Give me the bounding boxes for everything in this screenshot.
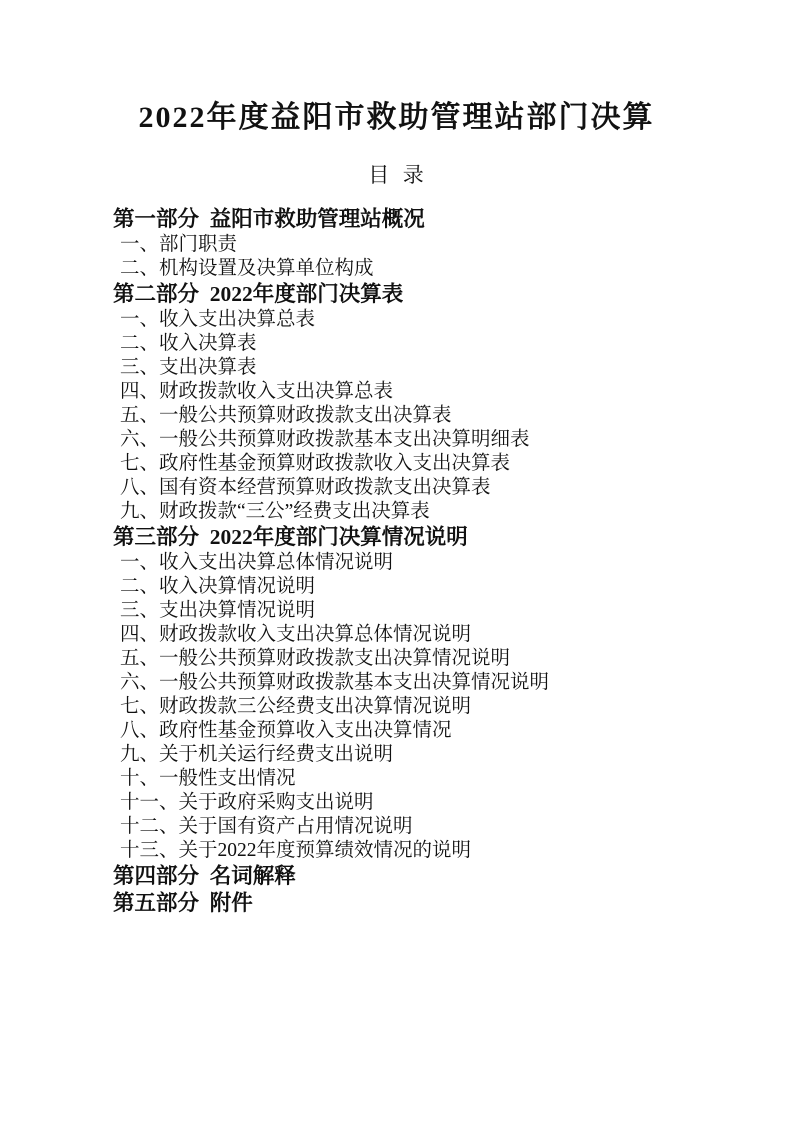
- toc-section-part3: [113, 524, 733, 863]
- toc-item: 一、收入支出决算总体情况说明: [120, 552, 394, 573]
- toc-section-heading: 第四部分 名词解释: [113, 864, 296, 888]
- toc-item: 一、部门职责: [120, 234, 238, 255]
- toc-item: 四、财政拨款收入支出决算总体情况说明: [120, 624, 472, 645]
- table-of-contents: [0, 206, 793, 917]
- toc-item: 七、财政拨款三公经费支出决算情况说明: [120, 696, 472, 717]
- toc-item: 十三、关于2022年度预算绩效情况的说明: [120, 840, 472, 861]
- toc-item: 三、支出决算表: [120, 357, 257, 378]
- toc-section-part1: [113, 206, 733, 281]
- toc-item: 九、关于机关运行经费支出说明: [120, 744, 394, 765]
- toc-item: 十、一般性支出情况: [120, 768, 296, 789]
- toc-item: 八、政府性基金预算收入支出决算情况: [120, 720, 452, 741]
- toc-section-part2: [113, 281, 733, 524]
- toc-item: 七、政府性基金预算财政拨款收入支出决算表: [120, 453, 511, 474]
- toc-item: 二、收入决算表: [120, 333, 257, 354]
- toc-section-part4: [113, 863, 733, 890]
- document-title: 2022年度益阳市救助管理站部门决算: [138, 101, 655, 134]
- toc-item: 二、机构设置及决算单位构成: [120, 258, 374, 279]
- toc-item: 六、一般公共预算财政拨款基本支出决算明细表: [120, 429, 530, 450]
- toc-section-part5: [113, 890, 733, 917]
- toc-item: 八、国有资本经营预算财政拨款支出决算表: [120, 477, 491, 498]
- toc-title: 目 录: [368, 163, 425, 187]
- toc-item: 五、一般公共预算财政拨款支出决算情况说明: [120, 648, 511, 669]
- toc-item: 一、收入支出决算总表: [120, 309, 316, 330]
- toc-item: 九、财政拨款“三公”经费支出决算表: [120, 501, 430, 522]
- toc-item: 五、一般公共预算财政拨款支出决算表: [120, 405, 452, 426]
- toc-section-heading: 第一部分 益阳市救助管理站概况: [113, 207, 425, 231]
- toc-section-heading: 第五部分 附件: [113, 891, 253, 915]
- toc-item: 二、收入决算情况说明: [120, 576, 316, 597]
- toc-item: 三、支出决算情况说明: [120, 600, 316, 621]
- toc-section-heading: 第二部分 2022年度部门决算表: [113, 282, 404, 306]
- toc-item: 十二、关于国有资产占用情况说明: [120, 816, 413, 837]
- toc-item: 四、财政拨款收入支出决算总表: [120, 381, 394, 402]
- toc-section-heading: 第三部分 2022年度部门决算情况说明: [113, 525, 468, 549]
- toc-item: 六、一般公共预算财政拨款基本支出决算情况说明: [120, 672, 550, 693]
- toc-item: 十一、关于政府采购支出说明: [120, 792, 374, 813]
